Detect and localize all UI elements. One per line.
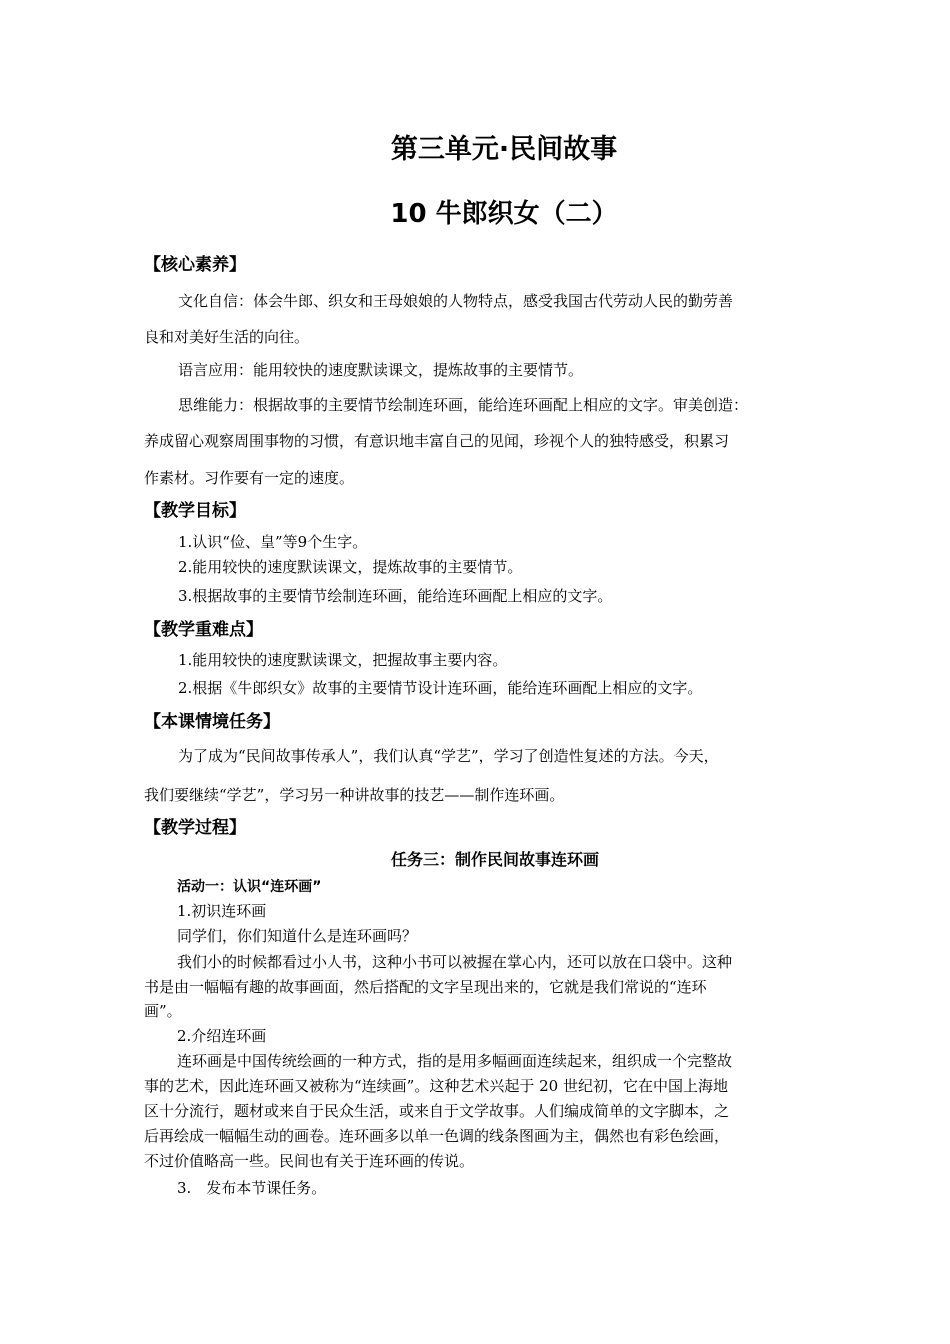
scenario-line1: 为了成为“民间故事传承人”，我们认真“学艺”，学习了创造性复述的方法。今天， xyxy=(178,747,719,765)
goal-item: 1.认识“俭、皇”等9个生字。 xyxy=(178,533,368,551)
task-title: 任务三：制作民间故事连环画 xyxy=(390,850,599,869)
step1-line2: 书是由一幅幅有趣的故事画面，然后搭配的文字呈现出来的，它就是我们常说的“连环 xyxy=(144,978,707,996)
step1-question: 同学们，你们知道什么是连环画吗？ xyxy=(177,927,418,945)
step1-line3: 画”。 xyxy=(144,1002,182,1020)
core-culture-line1: 文化自信：体会牛郎、织女和王母娘娘的人物特点，感受我国古代劳动人民的勤劳善 xyxy=(178,292,734,310)
step1-line1: 我们小的时候都看过小人书，这种小书可以被握在掌心内，还可以放在口袋中。这种 xyxy=(177,953,733,971)
core-language: 语言应用：能用较快的速度默读课文，提炼故事的主要情节。 xyxy=(178,361,584,379)
section-heading-core: 【核心素养】 xyxy=(144,255,246,275)
unit-title: 第三单元·民间故事 xyxy=(390,134,618,165)
step3: 3. 发布本节课任务。 xyxy=(177,1179,327,1197)
section-heading-process: 【教学过程】 xyxy=(144,818,246,838)
step2-line4: 后再绘成一幅幅生动的画卷。连环画多以单一色调的线条图画为主，偶然也有彩色绘画， xyxy=(144,1127,730,1145)
goal-item: 2.能用较快的速度默读课文，提炼故事的主要情节。 xyxy=(178,558,523,576)
core-thinking-line2: 养成留心观察周围事物的习惯，有意识地丰富自己的见闻，珍视个人的独特感受，积累习 xyxy=(144,432,730,450)
lesson-title: 10 牛郎织女（二） xyxy=(390,199,618,229)
section-heading-key-points: 【教学重难点】 xyxy=(144,620,263,640)
core-thinking-line1: 思维能力：根据故事的主要情节绘制连环画，能给连环画配上相应的文字。审美创造： xyxy=(178,396,749,414)
step2-line1: 连环画是中国传统绘画的一种方式，指的是用多幅画面连续起来，组织成一个完整故 xyxy=(177,1052,733,1070)
key-point-item: 1.能用较快的速度默读课文，把握故事主要内容。 xyxy=(178,651,508,669)
section-heading-scenario: 【本课情境任务】 xyxy=(144,712,280,732)
step2-line2: 事的艺术，因此连环画又被称为“连续画”。这种艺术兴起于 20 世纪初，它在中国上海地 xyxy=(144,1077,728,1095)
goal-item: 3.根据故事的主要情节绘制连环画，能给连环画配上相应的文字。 xyxy=(178,587,613,605)
key-point-item: 2.根据《牛郎织女》故事的主要情节设计连环画，能给连环画配上相应的文字。 xyxy=(178,679,703,697)
step2-line5: 不过价值略高一些。民间也有关于连环画的传说。 xyxy=(144,1152,475,1170)
core-thinking-line3: 作素材。习作要有一定的速度。 xyxy=(144,469,355,487)
activity-title: 活动一：认识“连环画” xyxy=(177,879,322,895)
core-culture-line2: 良和对美好生活的向往。 xyxy=(144,328,310,346)
step2-title: 2.介绍连环画 xyxy=(177,1027,267,1045)
scenario-line2: 我们要继续“学艺”，学习另一种讲故事的技艺——制作连环画。 xyxy=(144,786,565,804)
section-heading-goals: 【教学目标】 xyxy=(144,501,246,521)
step2-line3: 区十分流行，题材或来自于民众生活，或来自于文学故事。人们编成简单的文字脚本，之 xyxy=(144,1102,730,1120)
step1-title: 1.初识连环画 xyxy=(177,902,267,920)
